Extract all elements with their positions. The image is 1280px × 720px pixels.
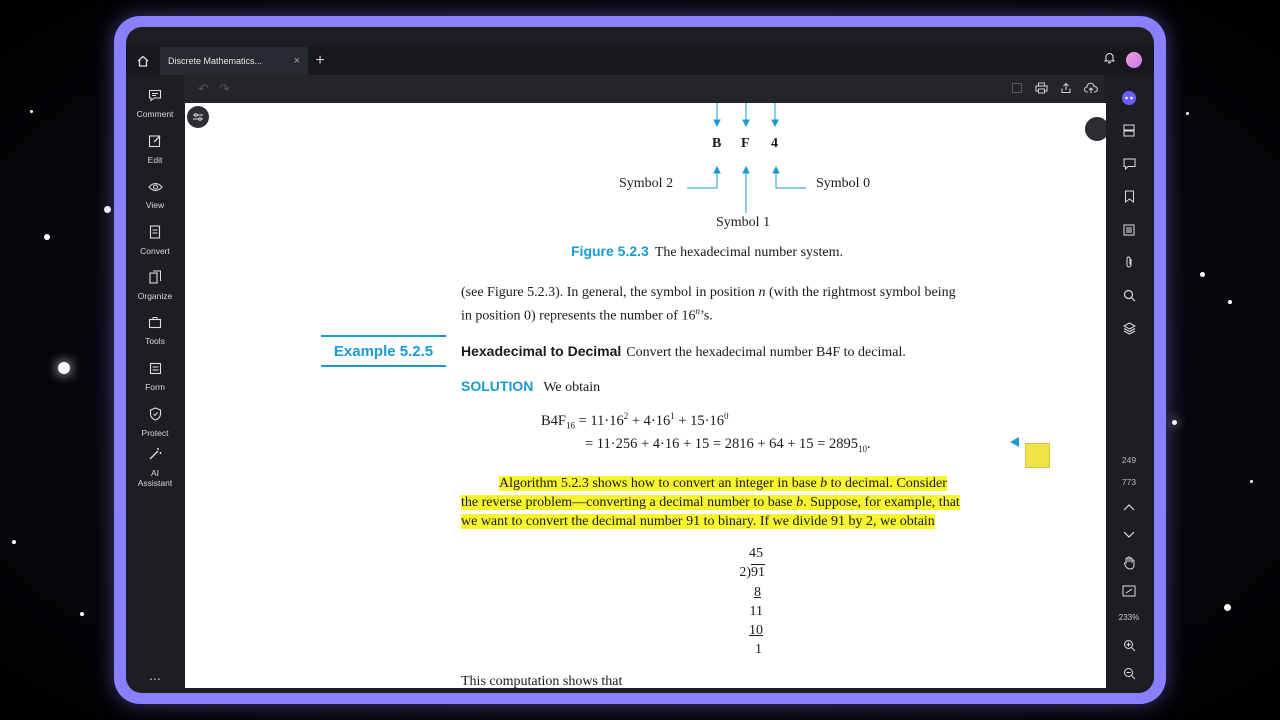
tab-title: Discrete Mathematics... (168, 56, 263, 66)
hex-figure (185, 103, 1106, 243)
highlight: we want to convert the decimal number 91 to binary. If we divide 91 by 2, we obtain (461, 514, 935, 529)
star (30, 110, 33, 113)
highlighted-paragraph[interactable] (461, 474, 1026, 531)
division-step: 11 (749, 603, 763, 619)
document-page[interactable] (185, 103, 1106, 688)
close-icon[interactable]: × (293, 55, 300, 67)
zoom-out-icon[interactable] (1123, 659, 1136, 687)
highlight (461, 495, 960, 510)
undo-icon[interactable]: ↶ (198, 81, 209, 96)
text: ’s. (699, 308, 713, 324)
text: 8 (754, 584, 761, 600)
sidebar-item-label: Comment (136, 108, 174, 119)
cloud-upload-icon[interactable] (1084, 82, 1098, 97)
tab-bar (126, 47, 1154, 75)
division-divisor: 2) (739, 565, 751, 581)
organize-icon (149, 270, 162, 289)
zoom-level[interactable]: 233% (1118, 613, 1140, 622)
division-quotient: 45 (749, 546, 763, 561)
bookmark-icon[interactable] (1124, 180, 1135, 213)
text: b (820, 476, 828, 491)
edit-icon (148, 134, 162, 153)
highlight (499, 476, 947, 491)
tools-icon (148, 316, 162, 334)
text: Algorithm 5.2.3 shows how to convert an integer in base (499, 476, 821, 491)
example-label: Example 5.2.5 (321, 335, 446, 367)
star (1172, 420, 1177, 425)
star (80, 612, 84, 616)
figure-label-symbol2: Symbol 2 (619, 176, 674, 191)
example-text: Convert the hexadecimal number B4F to decimal. (626, 345, 906, 360)
text: . Suppose, for example, that (803, 495, 960, 510)
equation-line-2 (585, 436, 871, 454)
current-page-number[interactable]: 249 (1121, 455, 1137, 465)
text: 10 (858, 443, 867, 454)
avatar[interactable] (1126, 52, 1142, 68)
closing-text: This computation shows that (461, 674, 623, 688)
text: 0 (724, 411, 729, 421)
sidebar-item-label: Edit (147, 154, 163, 165)
sidebar-item-form[interactable] (126, 354, 184, 400)
text: the reverse problem—converting a decimal number to base (461, 495, 797, 510)
star (1224, 604, 1231, 611)
division-step (705, 583, 765, 602)
total-pages: 773 (1121, 477, 1137, 487)
sidebar-item-tools[interactable] (126, 309, 184, 355)
view-icon (148, 180, 163, 198)
sidebar-item-organize[interactable] (126, 263, 184, 309)
example-title: Hexadecimal to Decimal (461, 343, 622, 359)
division-step (705, 621, 765, 640)
sidebar-item-label: AI Assistant (137, 468, 173, 488)
equation-line-1 (541, 411, 729, 431)
long-division (705, 544, 765, 660)
text: n (758, 285, 766, 300)
home-icon[interactable] (126, 47, 160, 75)
comment-icon (148, 89, 162, 107)
new-tab-button[interactable]: + (315, 52, 325, 69)
example-statement (461, 343, 906, 361)
print-icon[interactable] (1035, 82, 1048, 97)
thumbnails-icon[interactable] (1123, 213, 1135, 246)
share-icon[interactable] (1060, 82, 1072, 97)
note-pointer-icon (1010, 437, 1019, 447)
star (44, 234, 50, 240)
star (1200, 272, 1205, 277)
text: + 15·16 (674, 412, 724, 429)
division-dividend-row (705, 563, 765, 582)
shield-icon (149, 407, 162, 426)
figure-label-symbol0: Symbol 0 (816, 176, 871, 191)
text: = 11·16 (578, 412, 624, 429)
figure-number: Figure 5.2.3 (571, 243, 649, 259)
fit-page-icon[interactable] (1122, 577, 1136, 605)
zoom-in-icon[interactable] (1123, 631, 1136, 659)
solution-label: SOLUTION (461, 378, 534, 394)
app-window (126, 27, 1154, 693)
text: 16 (566, 420, 575, 431)
figure-caption-text: The hexadecimal number system. (654, 245, 843, 260)
text: 10 (749, 623, 763, 639)
text: (with the rightmost symbol being (765, 285, 956, 300)
text: b (796, 495, 804, 510)
form-icon (149, 362, 162, 380)
text: + 4·16 (628, 412, 671, 429)
star (1228, 300, 1232, 304)
right-sidebar (1104, 75, 1154, 693)
intro-paragraph (461, 283, 1026, 326)
text: (see Figure 5.2.3). In general, the symbol in position (461, 285, 759, 300)
sidebar-item-convert[interactable] (126, 218, 184, 264)
panel-icon[interactable] (1123, 114, 1135, 147)
search-icon[interactable] (1123, 279, 1136, 312)
star (1250, 480, 1253, 483)
sidebar-item-label: Form (145, 381, 165, 392)
division-dividend: 91 (751, 565, 765, 581)
figure-symbol-4: 4 (771, 136, 778, 151)
star (104, 206, 111, 213)
comment-list-icon[interactable] (1123, 147, 1136, 180)
star (58, 362, 70, 374)
star (1186, 112, 1189, 115)
toolbar (184, 75, 1104, 103)
attachment-icon[interactable] (1124, 246, 1134, 279)
left-sidebar (126, 75, 184, 693)
sidebar-item-label: Convert (140, 245, 170, 256)
sidebar-item-edit[interactable] (126, 127, 184, 173)
sidebar-item-label: Protect (141, 427, 169, 438)
figure-symbol-f: F (741, 136, 750, 151)
text: . (867, 436, 871, 452)
figure-caption (571, 243, 843, 261)
division-remainder: 1 (755, 642, 762, 658)
sidebar-item-label: Organize (137, 291, 173, 302)
sidebar-item-ai-assistant[interactable] (126, 445, 184, 491)
text: n (695, 306, 700, 316)
device-frame (114, 16, 1166, 704)
text: in position 0) represents the number of 16 (461, 308, 696, 324)
sidebar-item-view[interactable] (126, 172, 184, 218)
sidebar-item-protect[interactable] (126, 400, 184, 446)
sidebar-item-label: View (145, 199, 165, 210)
layers-icon[interactable] (1123, 312, 1136, 345)
star (12, 540, 16, 544)
text: 1 (670, 411, 675, 421)
text: 2 (623, 411, 629, 421)
tab-document[interactable] (160, 47, 308, 75)
sidebar-item-label: Tools (145, 336, 165, 347)
save-icon[interactable] (1011, 82, 1023, 97)
chevron-up-icon[interactable] (1123, 493, 1135, 521)
redo-icon[interactable]: ↷ (218, 81, 230, 96)
figure-symbol-b: B (712, 136, 722, 151)
solution-text: We obtain (543, 380, 601, 395)
sticky-note-icon[interactable] (1025, 443, 1050, 468)
text: to decimal. Consider (827, 476, 947, 491)
figure-label-symbol1: Symbol 1 (716, 215, 771, 230)
sidebar-item-comment[interactable] (126, 81, 184, 127)
ai-assistant-icon (148, 447, 162, 466)
convert-icon (149, 225, 161, 244)
solution-line (461, 378, 600, 396)
text: = 11·256 + 4·16 + 15 = 2816 + 64 + 15 = 2895 (585, 436, 858, 452)
hand-tool-icon[interactable] (1123, 549, 1136, 577)
ai-chat-icon[interactable] (1121, 81, 1137, 114)
text: B4F (541, 412, 566, 429)
chevron-down-icon[interactable] (1123, 521, 1135, 549)
more-icon[interactable]: ... (149, 667, 161, 683)
bell-icon[interactable] (1103, 51, 1116, 69)
